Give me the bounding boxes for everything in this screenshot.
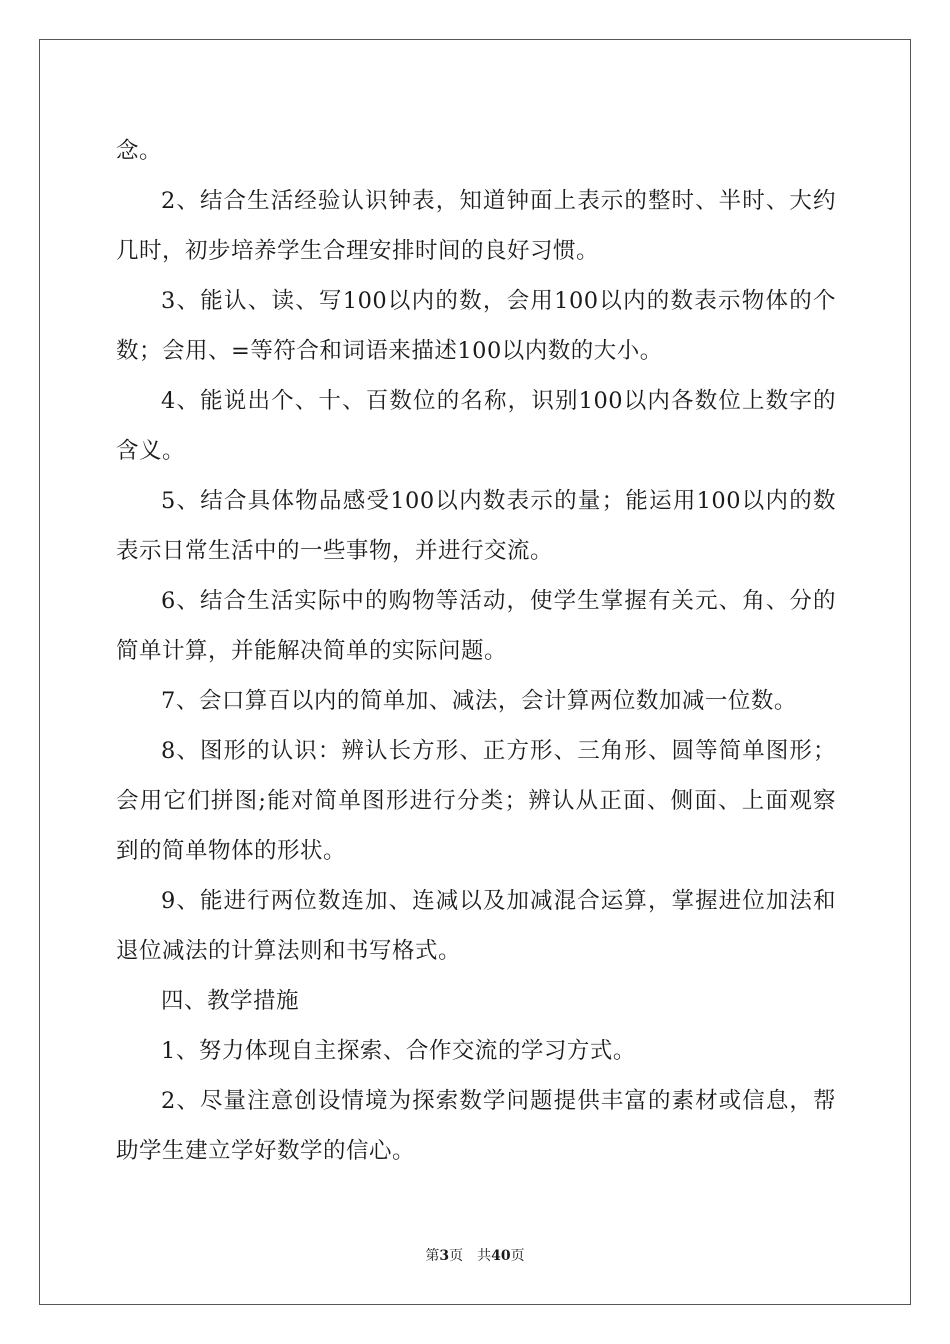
total-label-suffix: 页 bbox=[510, 1248, 525, 1264]
paragraph: 2、结合生活经验认识钟表，知道钟面上表示的整时、半时、大约几时，初步培养学生合理安排时间的良好习惯。 bbox=[116, 188, 836, 264]
paragraph: 8、图形的认识：辨认长方形、正方形、三角形、圆等简单图形；会用它们拼图;能对简单图形进行分类；辨认从正面、侧面、上面观察到的简单物体的形状。 bbox=[116, 738, 836, 864]
paragraph: 念。 bbox=[116, 138, 163, 164]
total-page-count: 40 bbox=[491, 1248, 511, 1264]
paragraph: 2、尽量注意创设情境为探索数学问题提供丰富的素材或信息，帮助学生建立学好数学的信心。 bbox=[116, 1088, 836, 1164]
paragraph: 1、努力体现自主探索、合作交流的学习方式。 bbox=[161, 1038, 636, 1064]
page-label-prefix: 第 bbox=[425, 1248, 440, 1264]
paragraph: 9、能进行两位数连加、连减以及加减混合运算，掌握进位加法和退位减法的计算法则和书写格式。 bbox=[116, 888, 836, 964]
paragraph: 4、能说出个、十、百数位的名称，识别100以内各数位上数字的含义。 bbox=[116, 388, 836, 464]
paragraph: 6、结合生活实际中的购物等活动，使学生掌握有关元、角、分的简单计算，并能解决简单的实际问题。 bbox=[116, 588, 836, 664]
current-page-number: 3 bbox=[439, 1248, 450, 1264]
page-label-suffix: 页 bbox=[449, 1248, 464, 1264]
paragraph: 3、能认、读、写100以内的数，会用100以内的数表示物体的个数；会用、=等符合和词语来描述100以内数的大小。 bbox=[116, 288, 836, 364]
paragraph: 5、结合具体物品感受100以内数表示的量；能运用100以内的数表示日常生活中的一些事物，并进行交流。 bbox=[116, 488, 836, 564]
total-label-prefix: 共 bbox=[477, 1248, 492, 1264]
document-body bbox=[116, 126, 836, 1176]
paragraph: 7、会口算百以内的简单加、减法，会计算两位数加减一位数。 bbox=[161, 688, 797, 714]
section-heading: 四、教学措施 bbox=[161, 988, 300, 1014]
page-footer bbox=[0, 1246, 950, 1266]
